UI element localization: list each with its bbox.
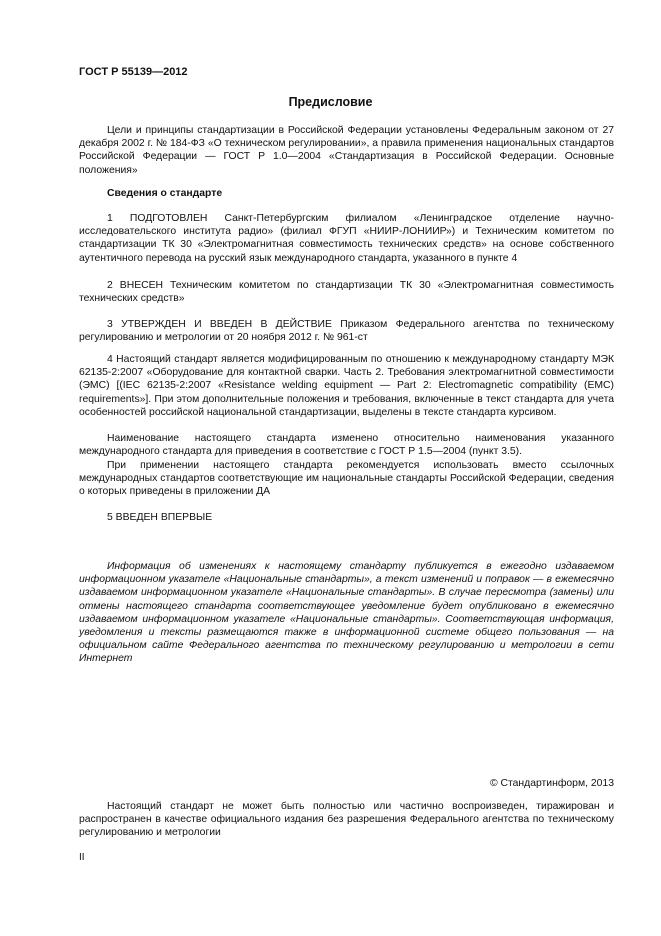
info-notice: Информация об изменениях к настоящему стандарту публикуется в ежегодно издаваемом информационном указателе «Национальные стандарты», а текст изменений и поправок — в ежемесячно издаваемом информационном указателе «Национальные стандарты». В случае пересмотра (замены) или отмены настоящего стандарта соответствующее уведомление будет опубликовано в ежемесячно издаваемом информационном указателе «Национальные стандарты». Соответствующая информация, уведомления и тексты размещаются также в информационной системе общего пользования — на официальном сайте Федерального агентства по техническому регулированию и метрологии в сети Интернет [79, 561, 614, 665]
item-4-references: При применении настоящего стандарта рекомендуется использовать вместо ссылочных международных стандартов соответствующие им национальные стандарты Российской Федерации, сведения о которых приведены в приложении ДА [79, 460, 614, 498]
item-1: 1 ПОДГОТОВЛЕН Санкт-Петербургским филиалом «Ленинградское отделение научно-исследовательского института радио» (филиал ФГУП «НИИР-ЛОНИИР») и Техническим комитетом по стандартизации ТК 30 «Электромагнитная совместимость технических средств» на основе собственного аутентичного перевода на русский язык международного стандарта, указанного в пункте 4 [79, 213, 614, 264]
item-4-name-change: Наименование настоящего стандарта изменено относительно наименования указанного международного стандарта для приведения в соответствие с ГОСТ Р 1.5—2004 (пункт 3.5). [79, 433, 614, 458]
reproduction-notice: Настоящий стандарт не может быть полностью или частично воспроизведен, тиражирован и распространен в качестве официального издания без разрешения Федерального агентства по техническому регулированию и метрологии [79, 801, 614, 839]
intro-paragraph: Цели и принципы стандартизации в Российской Федерации установлены Федеральным законом от 27 декабря 2002 г. № 184-ФЗ «О техническом регулировании», а правила применения национальных стандартов Российской Федерации — ГОСТ Р 1.0—2004 «Стандартизация в Российской Федерации. Основные положения» [79, 125, 614, 176]
item-5: 5 ВВЕДЕН ВПЕРВЫЕ [107, 512, 213, 523]
item-3: 3 УТВЕРЖДЕН И ВВЕДЕН В ДЕЙСТВИЕ Приказом Федерального агентства по техническому регулированию и метрологии от 20 ноября 2012 г. № 961-ст [79, 319, 614, 344]
item-4: 4 Настоящий стандарт является модифицированным по отношению к международному стандарту МЭК 62135-2:2007 «Оборудование для контактной сварки. Часть 2. Требования электромагнитной совместимости (ЭМС) [(IEC 62135-2:2007 «Resistance welding equipment — Part 2: Electromagnetic compatibility (EMC) requirements»]. При этом дополнительные положения и требования, включенные в текст стандарта для учета особенностей российской национальной стандартизации, выделены в тексте стандарта курсивом. [79, 354, 614, 418]
page-title: Предисловие [288, 95, 373, 109]
document-header: ГОСТ Р 55139—2012 [79, 66, 188, 78]
item-2: 2 ВНЕСЕН Техническим комитетом по стандартизации ТК 30 «Электромагнитная совместимость технических средств» [79, 280, 614, 305]
section-heading: Сведения о стандарте [107, 188, 223, 199]
copyright: © Стандартинформ, 2013 [489, 778, 614, 789]
page-number: II [79, 852, 85, 863]
